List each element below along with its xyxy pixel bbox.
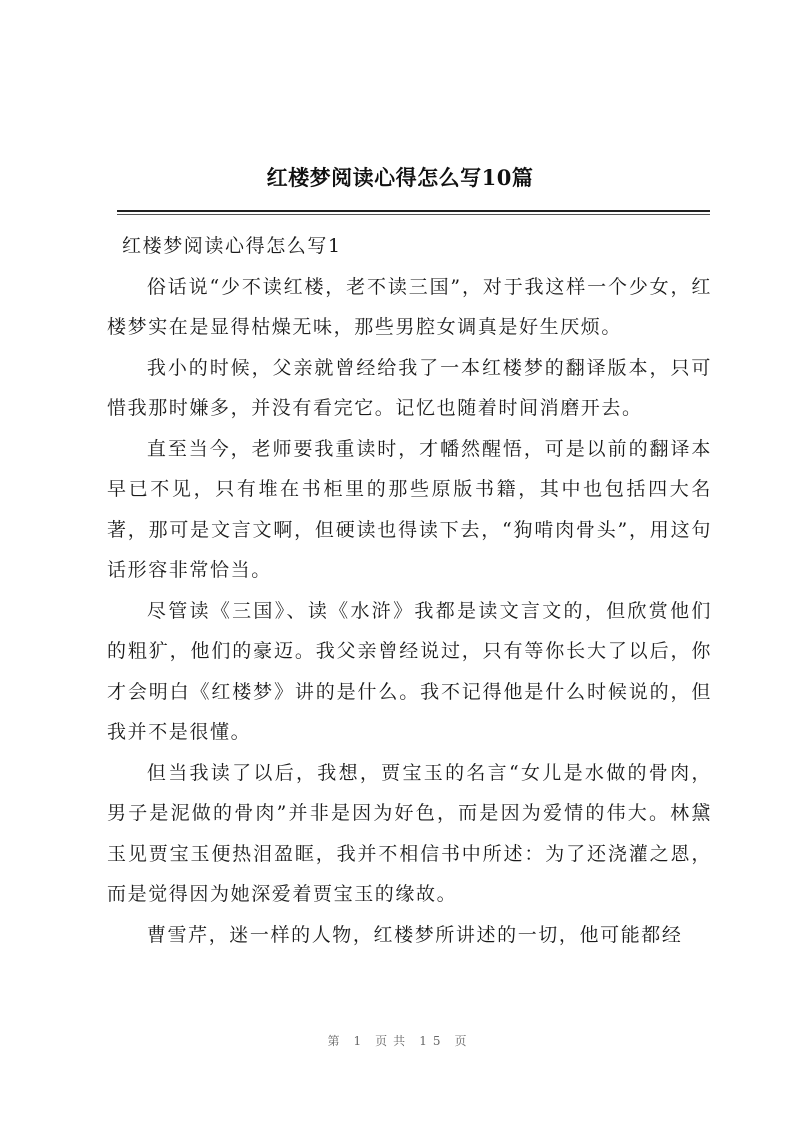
title-divider-thin — [117, 214, 710, 215]
section-heading: 红楼梦阅读心得怎么写1 — [122, 235, 342, 257]
paragraph: 我小的时候，父亲就曾经给我了一本红楼梦的翻译版本，只可惜我那时嫌多，并没有看完它。记忆也随着时间消磨开去。 — [107, 356, 712, 419]
paragraph: 曹雪芹，迷一样的人物，红楼梦所讲述的一切，他可能都经 — [146, 923, 683, 946]
paragraph: 俗话说“少不读红楼，老不读三国”，对于我这样一个少女，红楼梦实在是显得枯燥无味，那些男腔女调真是好生厌烦。 — [107, 275, 712, 338]
paragraph: 尽管读《三国》、读《水浒》我都是读文言文的，但欣赏他们的粗犷，他们的豪迈。我父亲曾经说过，只有等你长大了以后，你才会明白《红楼梦》讲的是什么。我不记得他是什么时候说的，但我并不是很懂。 — [107, 599, 712, 743]
page-footer — [0, 1032, 800, 1049]
footer-label-page: 第 — [327, 1034, 346, 1048]
footer-total-pages: 15 — [419, 1034, 447, 1048]
footer-label-pages: 页 — [454, 1034, 473, 1048]
document-title: 红楼梦阅读心得怎么写10篇 — [266, 165, 534, 190]
footer-current-page: 1 — [353, 1034, 368, 1048]
paragraph: 直至当今，老师要我重读时，才幡然醒悟，可是以前的翻译本早已不见，只有堆在书柜里的那些原版书籍，其中也包括四大名著，那可是文言文啊，但硬读也得读下去，“狗啃肉骨头”，用这句话形容非常恰当。 — [107, 437, 712, 581]
document-body — [107, 226, 712, 955]
title-divider — [117, 210, 710, 212]
footer-label-of: 页共 — [375, 1034, 412, 1048]
paragraph: 但当我读了以后，我想，贾宝玉的名言“女儿是水做的骨肉，男子是泥做的骨肉”并非是因为好色，而是因为爱情的伟大。林黛玉见贾宝玉便热泪盈眶，我并不相信书中所述：为了还浇灌之恩，而是觉得因为她深爱着贾宝玉的缘故。 — [107, 761, 712, 905]
